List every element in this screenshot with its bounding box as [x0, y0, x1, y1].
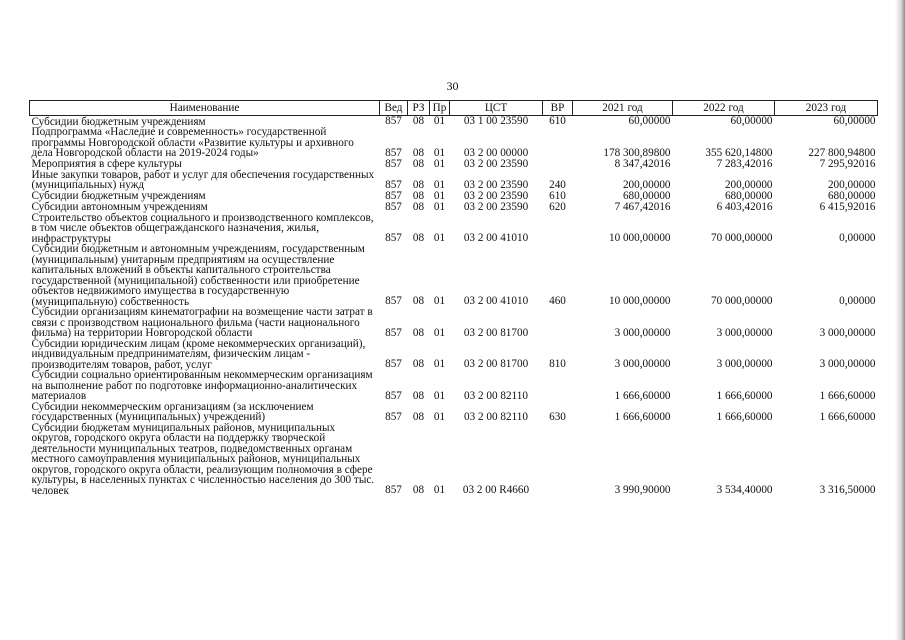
row-2023: 3 316,50000 — [819, 484, 876, 496]
row-2023: 60,00000 — [833, 115, 876, 127]
row-pr: 01 — [433, 232, 446, 244]
row-vr: 630 — [549, 410, 566, 423]
row-2021: 1 666,60000 — [614, 389, 671, 402]
row-pr: 01 — [433, 484, 446, 496]
row-pr: 01 — [433, 410, 446, 423]
table-header — [30, 101, 878, 116]
row-vr — [543, 370, 573, 402]
row-rz: 08 — [412, 189, 425, 202]
row-ved: 857 — [385, 484, 402, 496]
row-vr — [543, 159, 573, 170]
row-vr: 620 — [549, 200, 566, 213]
row-2021: 8 347,42016 — [614, 157, 671, 170]
row-name: Субсидии некоммерческим организациям (за исключением государственных (муниципальных) учреждений) — [31, 400, 314, 423]
row-rz: 08 — [412, 232, 425, 244]
row-pr: 01 — [433, 115, 446, 127]
row-2023: 3 000,00000 — [819, 326, 876, 339]
header-vr: ВР — [543, 101, 573, 116]
row-2021: 10 000,00000 — [608, 232, 671, 244]
row-ved: 857 — [385, 146, 402, 159]
row-name: Строительство объектов социального и производственного комплексов, в том числе объектов общегражданского назначения, жилья, инфраструктуры — [31, 211, 374, 245]
row-2023: 680,00000 — [827, 189, 876, 202]
header-pr: Пр — [430, 101, 450, 116]
row-2021: 10 000,00000 — [608, 295, 671, 307]
scan-edge-shadow — [895, 0, 905, 640]
header-name: Наименование — [30, 101, 380, 116]
row-rz: 08 — [412, 358, 425, 370]
row-2023: 7 295,92016 — [819, 157, 876, 170]
row-pr: 01 — [433, 189, 446, 202]
header-2021: 2021 год — [573, 101, 673, 116]
row-rz: 08 — [412, 115, 425, 127]
row-2022: 60,00000 — [730, 115, 773, 127]
row-2021: 7 467,42016 — [614, 200, 671, 213]
row-name: Иные закупки товаров, работ и услуг для обеспечения государственных (муниципальных) нужд — [31, 168, 375, 191]
row-2023: 227 800,94800 — [808, 146, 876, 159]
row-2021: 60,00000 — [628, 115, 671, 127]
row-ved: 857 — [385, 295, 402, 307]
row-ved: 857 — [385, 358, 402, 370]
row-2023: 200,00000 — [827, 178, 876, 191]
row-cst: 03 2 00 81700 — [463, 358, 529, 370]
row-pr: 01 — [433, 326, 446, 339]
row-2022: 6 403,42016 — [716, 200, 773, 213]
row-pr: 01 — [433, 389, 446, 402]
table-row — [30, 127, 878, 159]
row-cst: 03 2 00 23590 — [463, 178, 529, 191]
row-cst: 03 2 00 41010 — [463, 232, 529, 244]
row-2021: 3 000,00000 — [614, 358, 671, 370]
row-2022: 1 666,60000 — [716, 410, 773, 423]
row-2023: 3 000,00000 — [819, 358, 876, 370]
row-name: Субсидии автономным учреждениям — [31, 201, 208, 213]
row-vr — [543, 213, 573, 245]
header-2023: 2023 год — [775, 101, 878, 116]
row-2022: 200,00000 — [724, 178, 773, 191]
row-2022: 355 620,14800 — [705, 146, 773, 159]
row-cst: 03 2 00 41010 — [463, 295, 529, 307]
row-2021: 3 000,00000 — [614, 326, 671, 339]
row-rz: 08 — [412, 200, 425, 213]
table-row — [30, 213, 878, 245]
row-vr — [543, 127, 573, 159]
row-ved: 857 — [385, 115, 402, 127]
row-2022: 70 000,00000 — [710, 232, 773, 244]
row-2023: 1 666,60000 — [819, 410, 876, 423]
table-row — [30, 170, 878, 191]
table-row — [30, 339, 878, 371]
table-row — [30, 402, 878, 423]
table-row — [30, 307, 878, 339]
table-row — [30, 244, 878, 307]
row-cst: 03 2 00 23590 — [463, 200, 529, 213]
row-vr — [543, 307, 573, 339]
row-2022: 3 000,00000 — [716, 326, 773, 339]
row-name: Субсидии юридическим лицам (кроме некоммерческих организаций), индивидуальным предпринимателям, физическим лицам - производителям товаров, работ, услуг — [31, 337, 366, 371]
row-name: Субсидии бюджетным учреждениям — [31, 115, 206, 128]
row-2022: 70 000,00000 — [710, 295, 773, 307]
row-ved: 857 — [385, 389, 402, 402]
row-rz: 08 — [412, 389, 425, 402]
row-2022: 680,00000 — [724, 189, 773, 202]
row-2023: 0,00000 — [839, 295, 876, 307]
row-vr: 460 — [549, 295, 566, 307]
table-row — [30, 202, 878, 213]
row-rz: 08 — [412, 410, 425, 423]
row-name: Мероприятия в сфере культуры — [31, 158, 182, 170]
row-ved: 857 — [385, 410, 402, 423]
row-2022: 3 534,40000 — [716, 484, 773, 496]
table-body — [30, 116, 878, 497]
row-ved: 857 — [385, 189, 402, 202]
row-2022: 7 283,42016 — [716, 157, 773, 170]
row-pr: 01 — [433, 358, 446, 370]
row-pr: 01 — [433, 178, 446, 191]
page-number: 30 — [446, 79, 459, 93]
header-cst: ЦСТ — [450, 101, 543, 116]
row-ved: 857 — [385, 232, 402, 244]
row-pr: 01 — [433, 295, 446, 307]
row-2023: 6 415,92016 — [819, 200, 876, 213]
row-vr — [543, 423, 573, 497]
table-row — [30, 159, 878, 170]
row-pr: 01 — [433, 157, 446, 170]
row-cst: 03 2 00 81700 — [463, 326, 529, 339]
row-2021: 178 300,89800 — [603, 146, 671, 159]
table-row — [30, 191, 878, 202]
row-name: Субсидии бюджетным учреждениям — [31, 190, 206, 202]
row-name: Субсидии бюджетам муниципальных районов, муниципальных округов, городского округа области на поддержку творческой деятельности муниципальных театров, подведомственных органам местного самоуправления муниципальных районов, муниципальных округов, городского округа области, реализующим полномочия в сфере культуры, в населенных пунктах с численностью населения до 300 тыс. человек — [31, 421, 375, 497]
row-rz: 08 — [412, 146, 425, 159]
row-cst: 03 2 00 23590 — [463, 157, 529, 170]
header-2022: 2022 год — [673, 101, 775, 116]
header-ved: Вед — [380, 101, 408, 116]
row-vr: 610 — [549, 115, 566, 127]
row-name: Подпрограмма «Наследие и современность» государственной программы Новгородской области «Развитие культуры и архивного дела Новгородской области на 2019-2024 годы» — [31, 126, 354, 159]
row-name: Субсидии социально ориентированным некоммерческим организациям на выполнение работ по подготовке информационно-аналитических материалов — [31, 369, 373, 402]
row-2022: 3 000,00000 — [716, 358, 773, 370]
row-vr: 610 — [549, 189, 566, 202]
row-cst: 03 2 00 00000 — [463, 146, 529, 159]
row-2021: 680,00000 — [622, 189, 671, 202]
row-2021: 1 666,60000 — [614, 410, 671, 423]
row-ved: 857 — [385, 178, 402, 191]
row-rz: 08 — [412, 484, 425, 496]
row-cst: 03 2 00 82110 — [464, 389, 528, 402]
row-name: Субсидии организациям кинематографии на возмещение части затрат в связи с производством национального фильма (части национального фильма) на территории Новгородской области — [31, 306, 373, 339]
table-row — [30, 370, 878, 402]
row-cst: 03 1 00 23590 — [463, 115, 529, 127]
row-vr: 810 — [549, 358, 566, 370]
row-rz: 08 — [412, 295, 425, 307]
row-ved: 857 — [385, 326, 402, 339]
row-rz: 08 — [412, 157, 425, 170]
row-rz: 08 — [412, 178, 425, 191]
row-2021: 3 990,90000 — [614, 484, 671, 496]
row-vr: 240 — [549, 178, 566, 191]
row-ved: 857 — [385, 157, 402, 170]
header-rz: РЗ — [408, 101, 430, 116]
row-2023: 0,00000 — [839, 232, 876, 244]
row-cst: 03 2 00 23590 — [463, 189, 529, 202]
row-2021: 200,00000 — [622, 178, 671, 191]
row-2023: 1 666,60000 — [819, 389, 876, 402]
row-pr: 01 — [433, 146, 446, 159]
row-cst: 03 2 00 R4660 — [462, 484, 530, 496]
row-ved: 857 — [385, 200, 402, 213]
table-row — [30, 423, 878, 497]
row-name: Субсидии бюджетным и автономным учреждениям, государственным (муниципальным) унитарным предприятиям на осуществление капитальных вложений в объекты капитального строительства государственной (муниципальной) собственности или приобретение объектов недвижимого имущества в государственную (муниципальную) собственность — [31, 243, 365, 308]
row-cst: 03 2 00 82110 — [464, 410, 528, 423]
row-2022: 1 666,60000 — [716, 389, 773, 402]
row-pr: 01 — [433, 200, 446, 213]
row-rz: 08 — [412, 326, 425, 339]
budget-table — [29, 100, 878, 496]
